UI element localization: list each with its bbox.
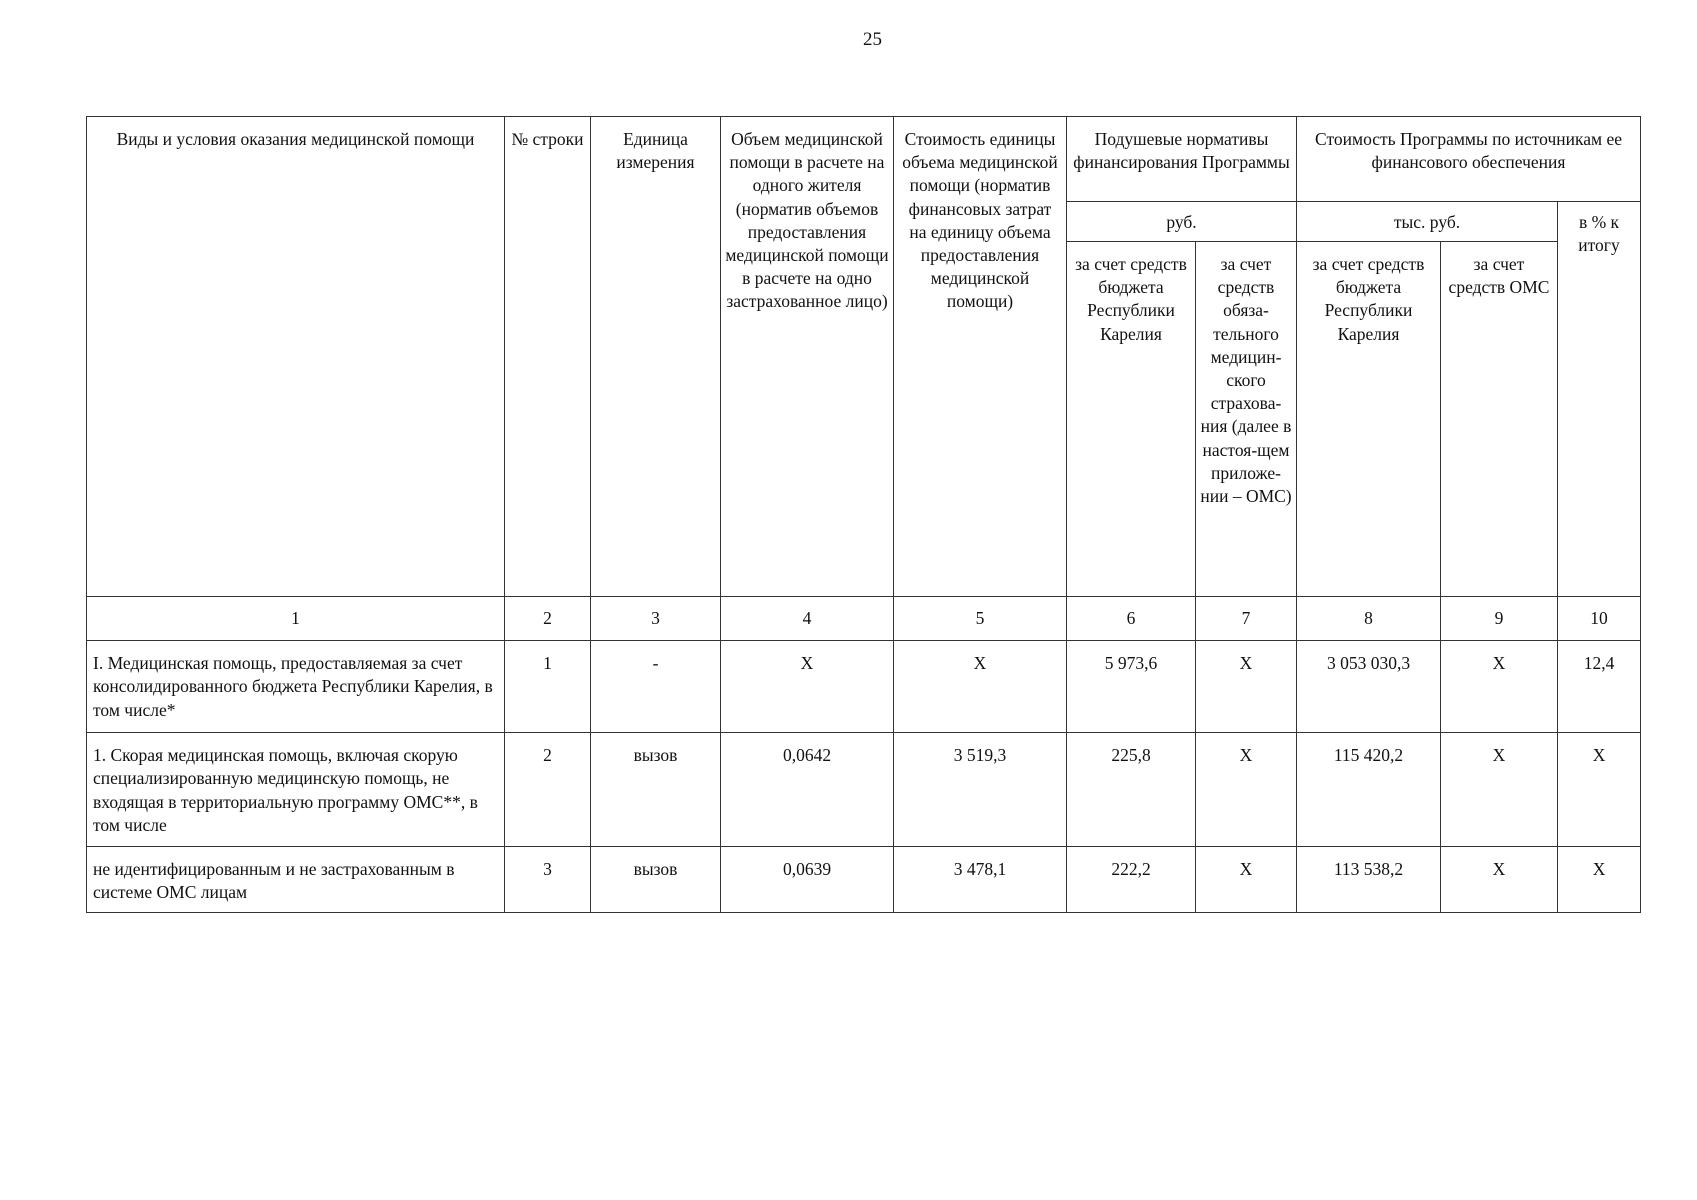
row-volume: 0,0639 [721, 847, 894, 913]
table-row [87, 733, 1641, 847]
row-percent: Х [1558, 733, 1641, 847]
row-description: 1. Скорая медицинская помощь, включая скорую специализированную медицинскую помощь, не входящая в территориальную программу ОМС**, в том числе [87, 733, 505, 847]
header-pc-oms: за счет средств обяза-тельного медицин-ского страхова-ния (далее в настоя-щем приложе-нии – ОМС) [1196, 242, 1297, 597]
row-percent: 12,4 [1558, 641, 1641, 733]
header-kinds-conditions: Виды и условия оказания медицинской помощи [87, 117, 505, 597]
row-line-number: 2 [505, 733, 591, 847]
column-number: 9 [1441, 597, 1558, 641]
row-line-number: 3 [505, 847, 591, 913]
column-number: 8 [1297, 597, 1441, 641]
row-total-budget: 115 420,2 [1297, 733, 1441, 847]
row-unit: вызов [591, 847, 721, 913]
header-program-cost-group: Стоимость Программы по источникам ее финансового обеспечения [1297, 117, 1641, 202]
page-number: 25 [863, 29, 882, 50]
header-unit-cost: Стоимость единицы объема медицинской помощи (норматив финансовых затрат на единицу объема предоставления медицинской помощи) [894, 117, 1067, 597]
header-volume: Объем медицинской помощи в расчете на одного жителя (норматив объемов предоставления медицинской помощи в расчете на одно застрахованное лицо) [721, 117, 894, 597]
row-unit-cost: 3 478,1 [894, 847, 1067, 913]
row-unit: - [591, 641, 721, 733]
header-unit-thousand-rub: тыс. руб. [1297, 202, 1558, 242]
header-per-capita-group: Подушевые нормативы финансирования Программы [1067, 117, 1297, 202]
column-number: 5 [894, 597, 1067, 641]
row-pc-budget: 222,2 [1067, 847, 1196, 913]
header-unit: Единица измерения [591, 117, 721, 597]
table-row [87, 641, 1641, 733]
column-number: 1 [87, 597, 505, 641]
column-number: 3 [591, 597, 721, 641]
table-row [87, 847, 1641, 913]
row-total-oms: Х [1441, 733, 1558, 847]
row-line-number: 1 [505, 641, 591, 733]
row-total-oms: Х [1441, 847, 1558, 913]
row-volume: Х [721, 641, 894, 733]
header-unit-rub: руб. [1067, 202, 1297, 242]
column-number: 2 [505, 597, 591, 641]
column-number: 4 [721, 597, 894, 641]
row-pc-oms: Х [1196, 847, 1297, 913]
row-pc-budget: 5 973,6 [1067, 641, 1196, 733]
column-number: 10 [1558, 597, 1641, 641]
row-pc-oms: Х [1196, 733, 1297, 847]
financing-table [86, 116, 1641, 913]
row-total-budget: 113 538,2 [1297, 847, 1441, 913]
header-line-number: № строки [505, 117, 591, 597]
row-unit: вызов [591, 733, 721, 847]
row-volume: 0,0642 [721, 733, 894, 847]
row-percent: Х [1558, 847, 1641, 913]
column-numbers-row [87, 597, 1641, 641]
header-total-oms: за счет средств ОМС [1441, 242, 1558, 597]
row-total-budget: 3 053 030,3 [1297, 641, 1441, 733]
header-total-budget: за счет средств бюджета Республики Карелия [1297, 242, 1441, 597]
column-number: 6 [1067, 597, 1196, 641]
row-unit-cost: Х [894, 641, 1067, 733]
row-pc-budget: 225,8 [1067, 733, 1196, 847]
row-total-oms: Х [1441, 641, 1558, 733]
row-description: не идентифицированным и не застрахованным в системе ОМС лицам [87, 847, 505, 913]
row-unit-cost: 3 519,3 [894, 733, 1067, 847]
header-percent-of-total: в % к итогу [1558, 202, 1641, 597]
row-pc-oms: Х [1196, 641, 1297, 733]
column-number: 7 [1196, 597, 1297, 641]
header-pc-budget: за счет средств бюджета Республики Карелия [1067, 242, 1196, 597]
row-description: I. Медицинская помощь, предоставляемая за счет консолидированного бюджета Республики Карелия, в том числе* [87, 641, 505, 733]
